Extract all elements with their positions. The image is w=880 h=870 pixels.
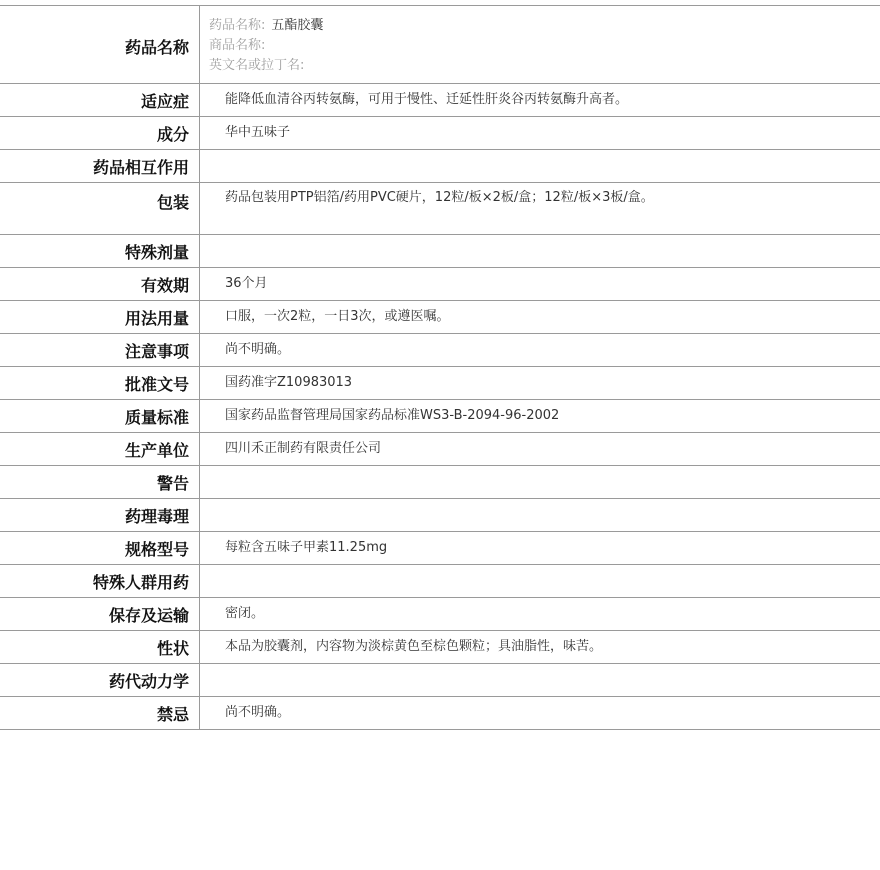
row-label: 质量标准 [0,400,200,432]
drug-name-block [200,6,323,83]
row-special-dosage [0,235,880,268]
row-label: 包装 [0,183,200,234]
row-label: 性状 [0,631,200,663]
row-label: 禁忌 [0,697,200,729]
generic-name-label: 药品名称: [209,18,266,33]
row-label: 生产单位 [0,433,200,465]
row-specification [0,532,880,565]
row-value: 36个月 [225,276,268,291]
row-quality-standard [0,400,880,433]
row-approval-number [0,367,880,400]
row-value [200,235,880,267]
generic-name-line [209,16,323,36]
row-pharmacology [0,499,880,532]
row-value: 尚不明确。 [225,705,291,720]
row-description [0,631,880,664]
row-value: 华中五味子 [225,125,291,140]
row-storage [0,598,880,631]
row-value: 能降低血清谷丙转氨酶，可用于慢性、迁延性肝炎谷丙转氨酶升高者。 [225,92,629,107]
row-value: 每粒含五味子甲素11.25mg [225,540,388,555]
row-value: 国家药品监督管理局国家药品标准WS3-B-2094-96-2002 [225,408,560,423]
row-label: 药理毒理 [0,499,200,531]
row-value: 本品为胶囊剂，内容物为淡棕黄色至棕色颗粒；具油脂性，味苦。 [225,639,603,654]
row-value: 四川禾正制药有限责任公司 [225,441,382,456]
row-label: 规格型号 [0,532,200,564]
row-value [200,150,880,182]
row-contraindications [0,697,880,730]
generic-name-value: 五酯胶囊 [271,18,324,33]
row-label: 成分 [0,117,200,149]
row-label: 适应症 [0,84,200,116]
row-ingredients [0,117,880,150]
row-label: 有效期 [0,268,200,300]
row-label: 批准文号 [0,367,200,399]
row-warning [0,466,880,499]
row-label: 用法用量 [0,301,200,333]
row-label: 警告 [0,466,200,498]
row-usage-dosage [0,301,880,334]
row-label: 特殊剂量 [0,235,200,267]
row-manufacturer [0,433,880,466]
row-value [200,664,880,696]
row-label: 药代动力学 [0,664,200,696]
row-packaging [0,183,880,235]
row-value [200,466,880,498]
row-indications [0,84,880,117]
row-shelf-life [0,268,880,301]
row-label: 注意事项 [0,334,200,366]
row-label: 特殊人群用药 [0,565,200,597]
row-value: 口服，一次2粒，一日3次，或遵医嘱。 [225,309,450,324]
row-drug-name [0,6,880,84]
row-precautions [0,334,880,367]
drug-info-table [0,5,880,730]
row-label: 药品相互作用 [0,150,200,182]
row-value [200,499,880,531]
row-special-population [0,565,880,598]
row-pharmacokinetics [0,664,880,697]
row-label: 药品名称 [0,6,200,83]
row-value: 国药准字Z10983013 [225,375,353,390]
row-value: 药品包装用PTP铝箔/药用PVC硬片，12粒/板×2板/盒；12粒/板×3板/盒。 [225,190,654,205]
trade-name-label: 商品名称: [209,38,266,53]
english-name-label: 英文名或拉丁名: [209,58,305,73]
row-value [200,565,880,597]
row-interactions [0,150,880,183]
row-value: 密闭。 [225,606,265,621]
row-value: 尚不明确。 [225,342,291,357]
row-label: 保存及运输 [0,598,200,630]
